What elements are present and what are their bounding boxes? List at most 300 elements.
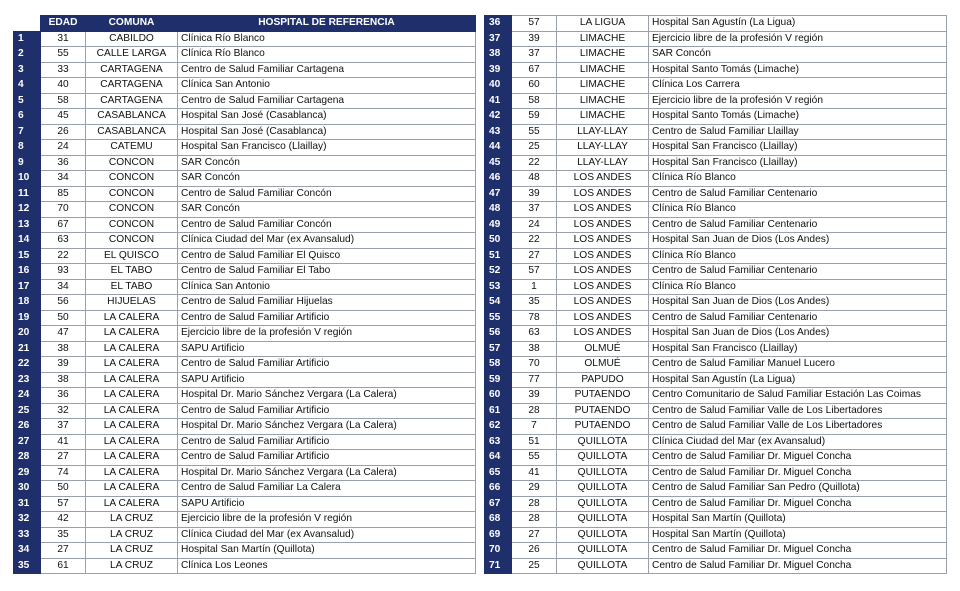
row-comuna: LA CALERA [86,403,178,419]
table-row [14,155,476,171]
table-row [485,388,947,404]
row-number: 18 [14,295,41,311]
row-hospital: Clínica Los Leones [178,558,476,574]
row-number: 46 [485,171,512,187]
row-comuna: LOS ANDES [557,295,649,311]
header-comuna: COMUNA [86,16,178,32]
row-comuna: LOS ANDES [557,186,649,202]
row-edad: 57 [512,264,557,280]
row-number: 17 [14,279,41,295]
row-comuna: PUTAENDO [557,419,649,435]
row-hospital: Clínica Ciudad del Mar (ex Avansalud) [649,434,947,450]
row-comuna: PUTAENDO [557,388,649,404]
row-comuna: CARTAGENA [86,78,178,94]
row-hospital: Centro de Salud Familiar Artificio [178,357,476,373]
row-edad: 42 [41,512,86,528]
row-edad: 38 [41,341,86,357]
table-left [13,15,476,574]
row-hospital: Hospital San Juan de Dios (Los Andes) [649,295,947,311]
row-hospital: Centro de Salud Familiar Concón [178,217,476,233]
row-edad: 74 [41,465,86,481]
row-number: 53 [485,279,512,295]
table-row [14,93,476,109]
row-edad: 63 [41,233,86,249]
row-hospital: Centro de Salud Familiar Centenario [649,186,947,202]
row-edad: 39 [512,31,557,47]
row-hospital: SAPU Artificio [178,372,476,388]
row-number: 14 [14,233,41,249]
row-comuna: LIMACHE [557,109,649,125]
row-edad: 61 [41,558,86,574]
row-number: 33 [14,527,41,543]
row-hospital: Clínica Río Blanco [649,248,947,264]
row-number: 58 [485,357,512,373]
row-number: 43 [485,124,512,140]
table-row [485,233,947,249]
row-number: 54 [485,295,512,311]
row-comuna: CATEMU [86,140,178,156]
row-number: 19 [14,310,41,326]
table-row [14,279,476,295]
row-hospital: Hospital San Francisco (Llaillay) [649,140,947,156]
row-edad: 70 [512,357,557,373]
row-edad: 35 [512,295,557,311]
table-row [14,78,476,94]
row-edad: 27 [512,248,557,264]
row-edad: 25 [512,140,557,156]
table-row [14,543,476,559]
row-hospital: Ejercicio libre de la profesión V región [178,326,476,342]
row-comuna: LOS ANDES [557,279,649,295]
row-comuna: OLMUÉ [557,357,649,373]
row-edad: 37 [41,419,86,435]
table-row [485,310,947,326]
table-row [14,512,476,528]
row-hospital: Centro de Salud Familiar San Pedro (Quillota) [649,481,947,497]
row-hospital: Hospital San Agustín (La Ligua) [649,372,947,388]
row-number: 44 [485,140,512,156]
row-hospital: Centro de Salud Familiar El Quisco [178,248,476,264]
row-edad: 41 [41,434,86,450]
row-hospital: Clínica Río Blanco [178,31,476,47]
table-row [485,78,947,94]
row-hospital: Centro de Salud Familiar Artificio [178,434,476,450]
row-hospital: Centro de Salud Familiar Dr. Miguel Concha [649,496,947,512]
row-hospital: Clínica Ciudad del Mar (ex Avansalud) [178,527,476,543]
row-comuna: LA CALERA [86,357,178,373]
table-row [14,171,476,187]
row-edad: 22 [41,248,86,264]
row-comuna: LOS ANDES [557,171,649,187]
row-hospital: Hospital Santo Tomás (Limache) [649,109,947,125]
row-number: 39 [485,62,512,78]
row-hospital: Clínica Río Blanco [649,279,947,295]
table-row [14,388,476,404]
row-comuna: CASABLANCA [86,109,178,125]
row-comuna: CONCON [86,233,178,249]
row-comuna: PAPUDO [557,372,649,388]
row-hospital: Centro de Salud Familiar Dr. Miguel Concha [649,450,947,466]
row-comuna: LA CALERA [86,434,178,450]
table-row [14,140,476,156]
row-hospital: Ejercicio libre de la profesión V región [649,93,947,109]
row-hospital: Centro de Salud Familiar Llaillay [649,124,947,140]
row-number: 1 [14,31,41,47]
row-number: 31 [14,496,41,512]
row-edad: 37 [512,202,557,218]
row-comuna: EL QUISCO [86,248,178,264]
row-comuna: CABILDO [86,31,178,47]
row-number: 8 [14,140,41,156]
row-comuna: QUILLOTA [557,496,649,512]
row-number: 9 [14,155,41,171]
table-row [485,434,947,450]
header-hospital: HOSPITAL DE REFERENCIA [178,16,476,32]
row-comuna: EL TABO [86,264,178,280]
row-comuna: LA CALERA [86,326,178,342]
table-row [485,186,947,202]
row-hospital: SAPU Artificio [178,496,476,512]
row-comuna: LA CALERA [86,450,178,466]
row-hospital: Centro de Salud Familiar Centenario [649,264,947,280]
row-number: 69 [485,527,512,543]
row-number: 28 [14,450,41,466]
row-number: 63 [485,434,512,450]
table-row [14,264,476,280]
row-number: 64 [485,450,512,466]
table-row [485,512,947,528]
row-comuna: CARTAGENA [86,93,178,109]
row-number: 48 [485,202,512,218]
row-number: 38 [485,47,512,63]
row-edad: 50 [41,310,86,326]
table-row [14,558,476,574]
row-number: 16 [14,264,41,280]
row-edad: 58 [41,93,86,109]
row-number: 67 [485,496,512,512]
row-comuna: LA CALERA [86,388,178,404]
row-edad: 22 [512,155,557,171]
row-comuna: LA CALERA [86,341,178,357]
table-row [485,481,947,497]
row-hospital: Centro de Salud Familiar Centenario [649,217,947,233]
row-comuna: QUILLOTA [557,543,649,559]
row-hospital: Centro de Salud Familiar Dr. Miguel Concha [649,543,947,559]
table-row [485,93,947,109]
row-edad: 56 [41,295,86,311]
table-row [485,295,947,311]
row-comuna: LA CALERA [86,310,178,326]
row-edad: 32 [41,403,86,419]
row-edad: 48 [512,171,557,187]
row-number: 51 [485,248,512,264]
table-left-body [14,31,476,574]
row-edad: 41 [512,465,557,481]
row-edad: 35 [41,527,86,543]
row-comuna: LIMACHE [557,31,649,47]
row-number: 61 [485,403,512,419]
row-edad: 39 [41,357,86,373]
row-hospital: Hospital Dr. Mario Sánchez Vergara (La Calera) [178,465,476,481]
row-number: 26 [14,419,41,435]
table-right-body [485,31,947,574]
row-number: 66 [485,481,512,497]
row-edad: 22 [512,233,557,249]
row-edad: 47 [41,326,86,342]
row-number: 62 [485,419,512,435]
row-number: 56 [485,326,512,342]
row-edad: 36 [41,155,86,171]
table-row [14,326,476,342]
row-hospital: Centro de Salud Familiar El Tabo [178,264,476,280]
row-comuna: LIMACHE [557,93,649,109]
row-edad: 28 [512,403,557,419]
row-number: 32 [14,512,41,528]
header-edad: EDAD [41,16,86,32]
row-edad: 70 [41,202,86,218]
row-comuna: CONCON [86,202,178,218]
row-number: 65 [485,465,512,481]
row-hospital: Centro de Salud Familiar Valle de Los Libertadores [649,419,947,435]
row-number: 42 [485,109,512,125]
row-edad: 63 [512,326,557,342]
row-comuna: LOS ANDES [557,217,649,233]
row-edad: 57 [41,496,86,512]
row-hospital: Ejercicio libre de la profesión V región [178,512,476,528]
row-comuna: QUILLOTA [557,527,649,543]
row-edad: 50 [41,481,86,497]
row-number: 21 [14,341,41,357]
row-comuna: CALLE LARGA [86,47,178,63]
row-number: 68 [485,512,512,528]
table-row [485,357,947,373]
row-number: 37 [485,31,512,47]
table-row [14,496,476,512]
table-row [14,31,476,47]
row-edad: 67 [41,217,86,233]
row-comuna: LA CALERA [86,419,178,435]
row-number: 29 [14,465,41,481]
row-edad: 34 [41,171,86,187]
table-row [14,450,476,466]
row-comuna: LOS ANDES [557,248,649,264]
table-row [14,62,476,78]
row-hospital: Centro de Salud Familiar Cartagena [178,93,476,109]
row-edad: 27 [512,527,557,543]
row-number: 35 [14,558,41,574]
row-hospital: Centro de Salud Familiar Valle de Los Libertadores [649,403,947,419]
row-hospital: SAR Concón [178,155,476,171]
table-row [485,109,947,125]
row-number: 25 [14,403,41,419]
row-edad: 67 [512,62,557,78]
row-edad: 37 [512,47,557,63]
row-hospital: Hospital San Francisco (Llaillay) [178,140,476,156]
table-row [14,186,476,202]
table-row [485,217,947,233]
table-row [485,403,947,419]
row-hospital: Clínica Río Blanco [178,47,476,63]
row-edad: 55 [512,450,557,466]
row-hospital: SAR Concón [178,171,476,187]
row-edad: 39 [512,186,557,202]
row-number: 36 [485,16,512,32]
row-edad: 60 [512,78,557,94]
row-edad: 34 [41,279,86,295]
row-comuna: EL TABO [86,279,178,295]
row-comuna: CONCON [86,186,178,202]
row-edad: 27 [41,450,86,466]
row-number: 23 [14,372,41,388]
row-comuna: LA CALERA [86,372,178,388]
table-row [485,16,947,32]
row-number: 10 [14,171,41,187]
row-hospital: Centro Comunitario de Salud Familiar Estación Las Coimas [649,388,947,404]
table-row [14,124,476,140]
row-comuna: CONCON [86,171,178,187]
row-hospital: Clínica Los Carrera [649,78,947,94]
row-edad: 57 [512,16,557,32]
table-row [14,357,476,373]
table-row [14,434,476,450]
table-row [485,326,947,342]
row-edad: 38 [512,341,557,357]
row-comuna: QUILLOTA [557,512,649,528]
row-edad: 25 [512,558,557,574]
table-row [485,543,947,559]
row-hospital: Hospital San Martín (Quillota) [649,527,947,543]
row-comuna: LLAY-LLAY [557,155,649,171]
table-row [14,465,476,481]
row-number: 11 [14,186,41,202]
row-comuna: LIMACHE [557,62,649,78]
table-row [485,527,947,543]
row-edad: 7 [512,419,557,435]
row-hospital: Centro de Salud Familiar Hijuelas [178,295,476,311]
row-comuna: CASABLANCA [86,124,178,140]
row-comuna: QUILLOTA [557,558,649,574]
row-edad: 27 [41,543,86,559]
row-edad: 45 [41,109,86,125]
row-hospital: Hospital San José (Casablanca) [178,109,476,125]
row-edad: 78 [512,310,557,326]
row-edad: 39 [512,388,557,404]
row-comuna: LOS ANDES [557,326,649,342]
table-row [14,47,476,63]
row-hospital: Hospital San Juan de Dios (Los Andes) [649,233,947,249]
table-row [485,465,947,481]
row-hospital: Hospital San Francisco (Llaillay) [649,155,947,171]
row-edad: 1 [512,279,557,295]
row-hospital: Centro de Salud Familiar La Calera [178,481,476,497]
row-hospital: Hospital San Francisco (Llaillay) [649,341,947,357]
table-row [485,47,947,63]
row-number: 47 [485,186,512,202]
table-row [14,527,476,543]
table-row [14,372,476,388]
row-hospital: Hospital San Juan de Dios (Los Andes) [649,326,947,342]
row-comuna: LOS ANDES [557,310,649,326]
row-comuna: LA CRUZ [86,512,178,528]
table-row [485,264,947,280]
row-edad: 33 [41,62,86,78]
row-hospital: Hospital San Martín (Quillota) [649,512,947,528]
row-edad: 31 [41,31,86,47]
table-row [485,419,947,435]
row-edad: 59 [512,109,557,125]
row-number: 45 [485,155,512,171]
row-number: 55 [485,310,512,326]
table-right [484,15,947,574]
row-edad: 51 [512,434,557,450]
row-comuna: LA CRUZ [86,527,178,543]
row-edad: 55 [41,47,86,63]
row-hospital: Hospital San José (Casablanca) [178,124,476,140]
row-comuna: LIMACHE [557,78,649,94]
row-number: 15 [14,248,41,264]
row-number: 41 [485,93,512,109]
row-number: 49 [485,217,512,233]
table-row [485,155,947,171]
table-row [485,496,947,512]
row-number: 57 [485,341,512,357]
table-row [485,279,947,295]
row-comuna: LLAY-LLAY [557,140,649,156]
row-comuna: LOS ANDES [557,233,649,249]
table-row [485,202,947,218]
row-hospital: Centro de Salud Familiar Concón [178,186,476,202]
row-number: 7 [14,124,41,140]
row-edad: 93 [41,264,86,280]
row-number: 3 [14,62,41,78]
row-edad: 24 [41,140,86,156]
row-edad: 29 [512,481,557,497]
table-row [485,372,947,388]
row-comuna: LA CRUZ [86,543,178,559]
table-row [485,450,947,466]
row-hospital: Hospital Dr. Mario Sánchez Vergara (La Calera) [178,419,476,435]
row-number: 59 [485,372,512,388]
table-row [14,310,476,326]
row-number: 12 [14,202,41,218]
row-comuna: HIJUELAS [86,295,178,311]
table-row [14,481,476,497]
row-number: 70 [485,543,512,559]
row-edad: 26 [512,543,557,559]
row-number: 6 [14,109,41,125]
row-number: 40 [485,78,512,94]
row-hospital: Centro de Salud Familiar Manuel Lucero [649,357,947,373]
row-comuna: QUILLOTA [557,481,649,497]
table-row [485,140,947,156]
row-comuna: LLAY-LLAY [557,124,649,140]
row-number: 24 [14,388,41,404]
row-number: 27 [14,434,41,450]
row-number: 52 [485,264,512,280]
row-comuna: QUILLOTA [557,434,649,450]
row-comuna: LA CRUZ [86,558,178,574]
row-comuna: LOS ANDES [557,264,649,280]
table-row [485,248,947,264]
table-row [14,233,476,249]
table-row [14,419,476,435]
header-blank [14,16,41,32]
row-hospital: Hospital Santo Tomás (Limache) [649,62,947,78]
row-hospital: Clínica San Antonio [178,279,476,295]
row-number: 60 [485,388,512,404]
row-hospital: Clínica Ciudad del Mar (ex Avansalud) [178,233,476,249]
table-row [14,403,476,419]
